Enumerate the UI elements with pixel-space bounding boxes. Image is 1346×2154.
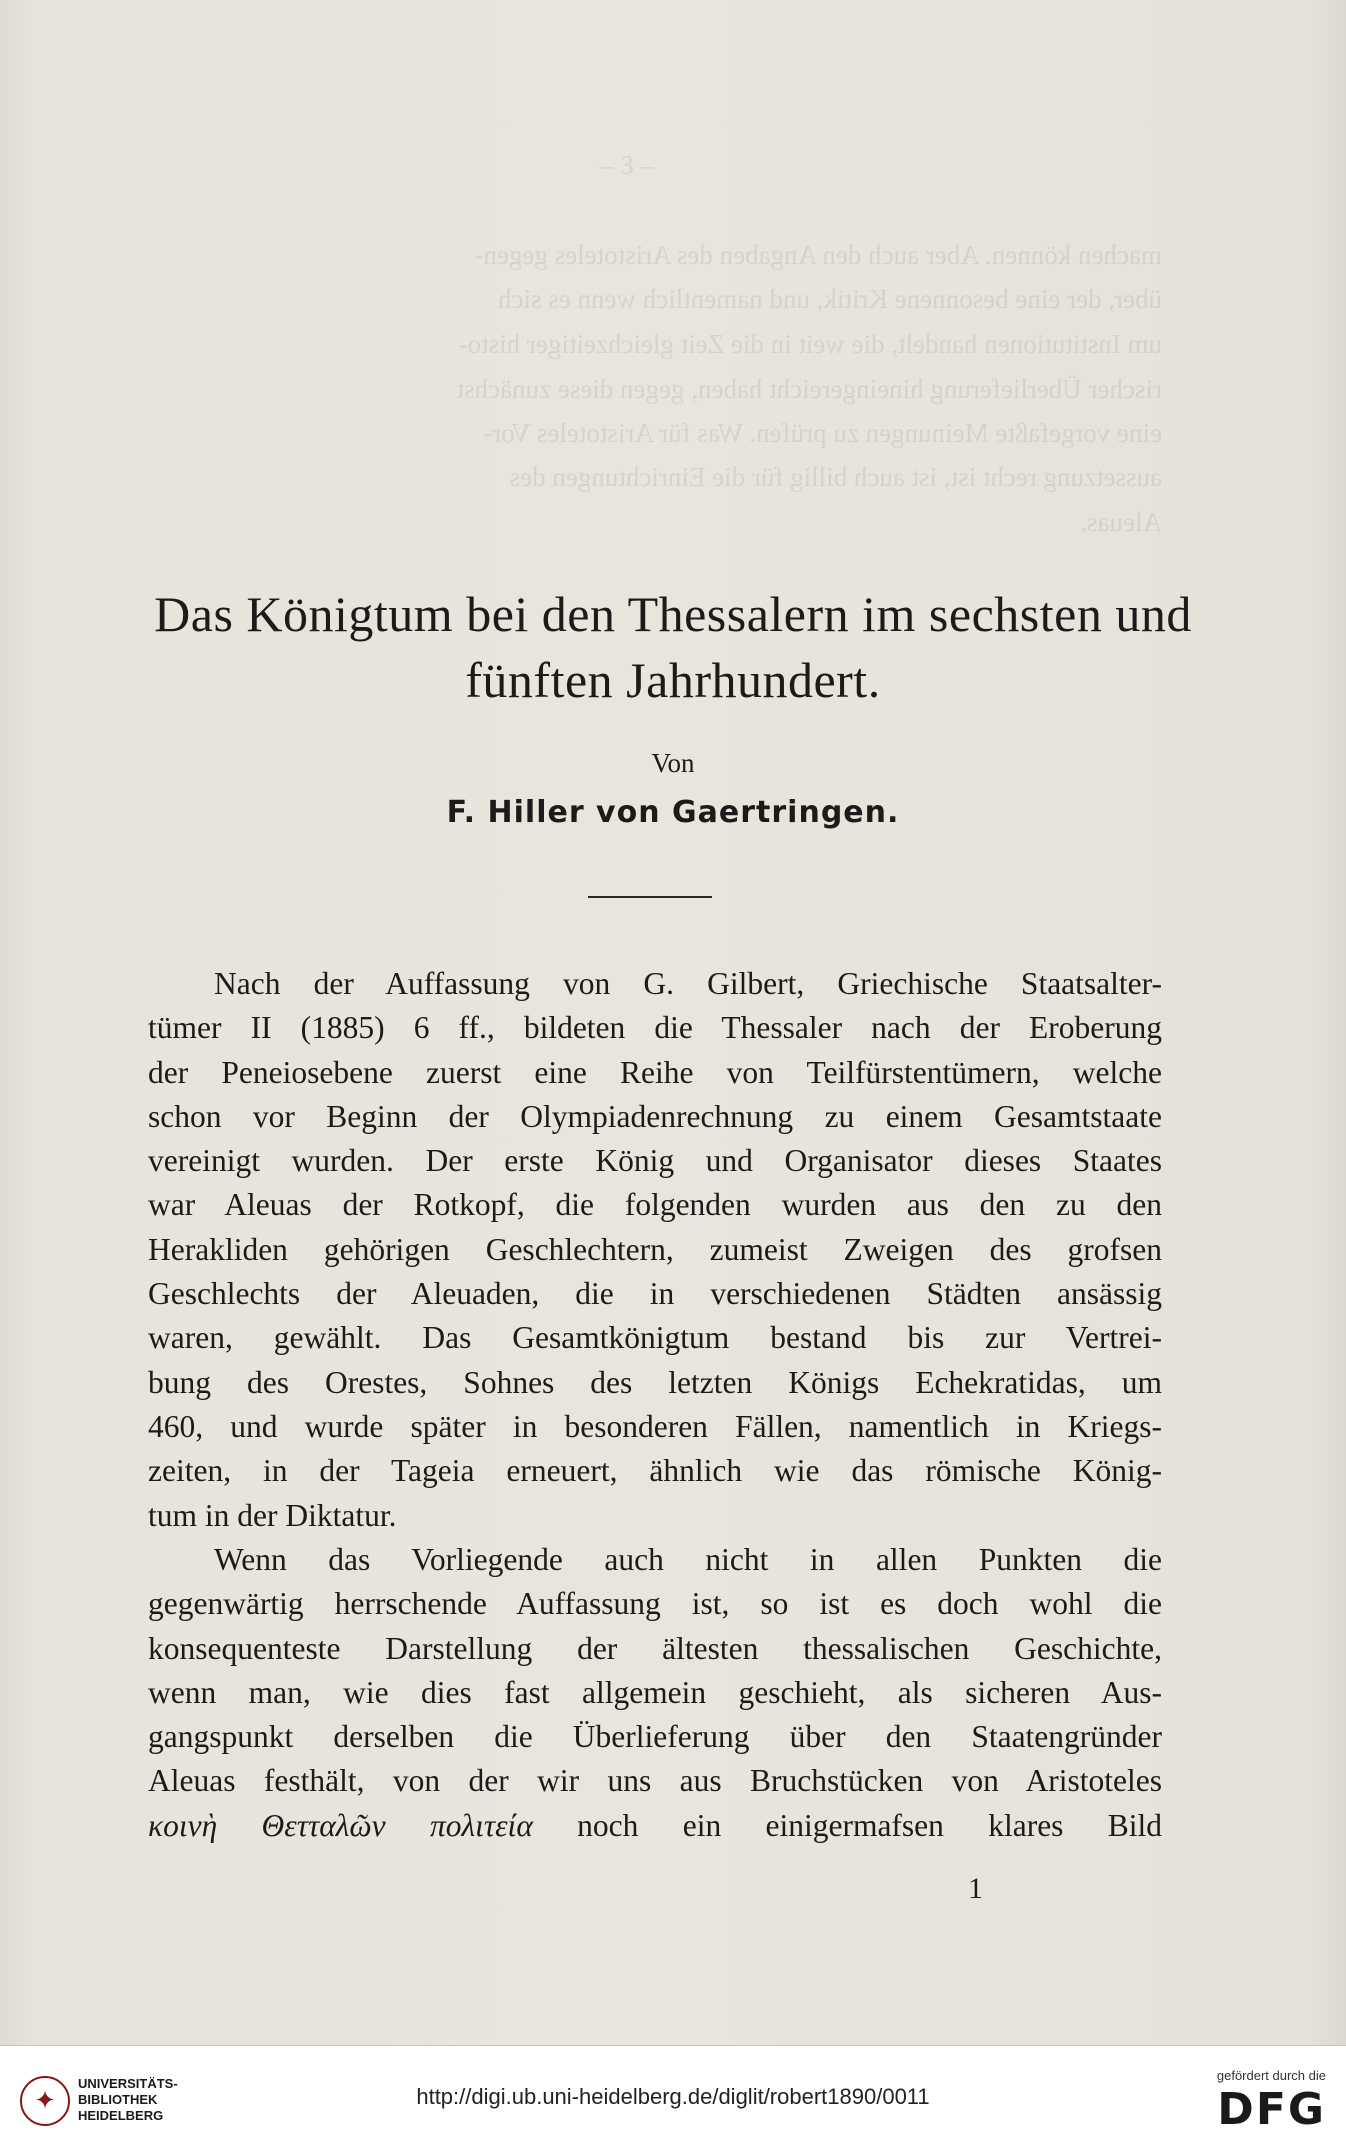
- page-number: 1: [968, 1872, 983, 1905]
- show-through-line: eine vorgefaßte Meinungen zu prüfen. Was für Aristoteles Vor-: [483, 418, 1162, 448]
- funder-logo[interactable]: [1186, 2068, 1326, 2137]
- paragraph-2: [148, 1538, 1162, 1848]
- permalink-url[interactable]: http://digi.ub.uni-heidelberg.de/diglit/robert1890/0011: [416, 2084, 930, 2109]
- show-through-line: um Institutionen handelt, die weit in die Zeit gleichzeitiger histo-: [458, 329, 1162, 359]
- text-line: tum in der Diktatur.: [148, 1497, 397, 1533]
- text-line: gegenwärtig herrschende Auffassung ist, so ist es doch wohl die: [148, 1586, 1162, 1622]
- article-title-line-2: fünften Jahrhundert.: [465, 652, 881, 708]
- text-line: Herakliden gehörigen Geschlechtern, zumeist Zweigen des grofsen: [148, 1231, 1162, 1267]
- library-name-line: HEIDELBERG: [78, 2108, 164, 2123]
- show-through-line: über, der eine besonnene Kritik, und namentlich wenn es sich: [498, 284, 1162, 314]
- show-through-line: machen können. Aber auch den Angaben des Aristoteles gegen-: [474, 240, 1162, 270]
- text-line-greek: [148, 1804, 1162, 1848]
- paragraph-1: [148, 962, 1162, 1538]
- author-name: F. Hiller von Gaertringen.: [446, 795, 900, 830]
- dfg-logo-icon: DFG: [1217, 2084, 1326, 2135]
- text-line: Nach der Auffassung von G. Gilbert, Griechische Staatsalter-: [214, 966, 1162, 1001]
- article-title-line-1: Das Königtum bei den Thessalern im sechsten und: [154, 586, 1192, 642]
- show-through-line: rischer Überlieferung hineingereicht haben, gegen diese zunächst: [456, 374, 1162, 404]
- text-line: bung des Orestes, Sohnes des letzten Königs Echekratidas, um: [148, 1364, 1162, 1400]
- separator-rule: [588, 896, 712, 898]
- library-name-line: BIBLIOTHEK: [78, 2092, 158, 2107]
- show-through-line: aussetzung recht ist, ist auch billig für die Einrichtungen des: [509, 462, 1162, 492]
- text-line: vereinigt wurden. Der erste König und Organisator dieses Staates: [148, 1143, 1162, 1179]
- university-seal-icon: ✦: [20, 2076, 70, 2126]
- viewer-footer: [0, 2045, 1346, 2154]
- text-continuation: noch ein einigermafsen klares Bild: [577, 1807, 1163, 1843]
- text-line: Geschlechts der Aleuaden, die in verschiedenen Städten ansässig: [148, 1276, 1162, 1312]
- text-line: 460, und wurde später in besonderen Fällen, namentlich in Kriegs-: [148, 1408, 1162, 1444]
- show-through-line: Aleuas.: [1080, 507, 1162, 537]
- text-line: zeiten, in der Tageia erneuert, ähnlich wie das römische König-: [148, 1453, 1162, 1489]
- text-line: waren, gewählt. Das Gesamtkönigtum bestand bis zur Vertrei-: [148, 1320, 1162, 1356]
- text-line: konsequenteste Darstellung der ältesten thessalischen Geschichte,: [148, 1630, 1162, 1666]
- text-line: war Aleuas der Rotkopf, die folgenden wurden aus den zu den: [148, 1187, 1162, 1223]
- byline-von: Von: [651, 748, 695, 778]
- text-line: tümer II (1885) 6 ff., bildeten die Thessaler nach der Eroberung: [148, 1010, 1162, 1046]
- text-line: gangspunkt derselben die Überlieferung über den Staatengründer: [148, 1719, 1162, 1755]
- text-line: wenn man, wie dies fast allgemein geschieht, als sicheren Aus-: [148, 1674, 1162, 1710]
- greek-phrase: κοινὴ Θετταλῶν πολιτεία: [148, 1807, 533, 1843]
- text-line: Aleuas festhält, von der wir uns aus Bruchstücken von Aristoteles: [148, 1763, 1162, 1799]
- funding-caption: gefördert durch die: [1216, 2068, 1326, 2083]
- library-name-line: UNIVERSITÄTS-: [78, 2076, 178, 2091]
- show-through-header: – 3 –: [600, 150, 654, 180]
- text-line: schon vor Beginn der Olympiadenrechnung zu einem Gesamtstaate: [148, 1098, 1162, 1134]
- text-line: der Peneiosebene zuerst eine Reihe von Teilfürstentümern, welche: [148, 1054, 1162, 1090]
- text-line: Wenn das Vorliegende auch nicht in allen Punkten die: [214, 1542, 1162, 1577]
